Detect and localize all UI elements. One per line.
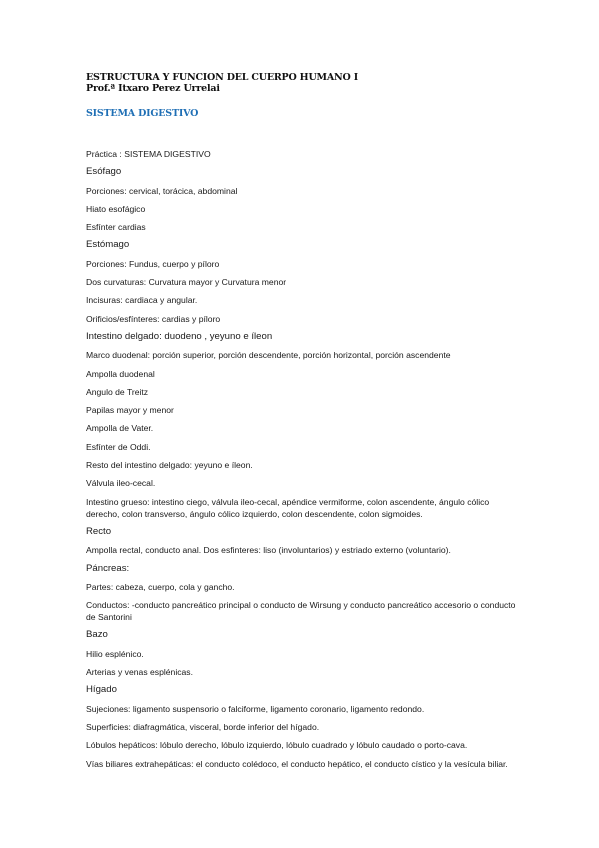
text-paragraph: Conductos: -conducto pancreático principal o conducto de Wirsung y conducto pancreático accesorio o conducto de Santorini <box>86 600 516 623</box>
topic-heading: Recto <box>86 525 112 537</box>
text-line: Ampolla duodenal <box>86 368 155 379</box>
text-line: Porciones: cervical, torácica, abdominal <box>86 185 238 196</box>
text-line: Ampolla rectal, conducto anal. Dos esfinteres: liso (involuntarios) y estriado externo (voluntario). <box>86 545 451 556</box>
topic-heading: Bazo <box>86 629 108 641</box>
text-line: Porciones: Fundus, cuerpo y píloro <box>86 258 220 269</box>
professor-name: Prof.ª Itxaro Perez Urrelai <box>86 83 220 94</box>
text-line: Esfínter de Oddi. <box>86 441 151 452</box>
topic-heading: Intestino delgado: duodeno , yeyuno e íleon <box>86 330 273 342</box>
text-line: Sujeciones: ligamento suspensorio o falciforme, ligamento coronario, ligamento redondo. <box>86 703 425 714</box>
text-line: Papilas mayor y menor <box>86 405 174 416</box>
text-line: Resto del intestino delgado: yeyuno e íleon. <box>86 460 253 471</box>
text-line: Orificios/esfínteres: cardias y píloro <box>86 313 221 324</box>
text-line: Marco duodenal: porción superior, porción descendente, porción horizontal, porción ascendente <box>86 350 451 361</box>
text-line: Lóbulos hepáticos: lóbulo derecho, lóbulo izquierdo, lóbulo cuadrado y lóbulo caudado o porto-cava. <box>86 740 468 751</box>
text-line: Dos curvaturas: Curvatura mayor y Curvatura menor <box>86 277 287 288</box>
topic-heading: Hígado <box>86 684 117 696</box>
topic-heading: Páncreas: <box>86 562 130 574</box>
text-line: Práctica : SISTEMA DIGESTIVO <box>86 149 211 159</box>
document-body <box>86 148 516 776</box>
topic-heading: Esófago <box>86 166 122 178</box>
text-line: Hiato esofágico <box>86 203 146 214</box>
text-line: Partes: cabeza, cuerpo, cola y gancho. <box>86 581 235 592</box>
text-line: Esfínter cardias <box>86 222 146 233</box>
text-line: Arterias y venas esplénicas. <box>86 667 193 678</box>
text-line: Hilio esplénico. <box>86 648 144 659</box>
text-line: Válvula ileo-cecal. <box>86 478 156 489</box>
topic-heading: Estómago <box>86 239 130 251</box>
text-line: Ampolla de Vater. <box>86 423 154 434</box>
text-line: Incisuras: cardiaca y angular. <box>86 295 198 306</box>
text-line: Superficies: diafragmática, visceral, borde inferior del hígado. <box>86 721 320 732</box>
document-title: ESTRUCTURA Y FUNCION DEL CUERPO HUMANO I <box>86 72 358 83</box>
section-heading: SISTEMA DIGESTIVO <box>86 108 199 119</box>
text-paragraph: Vías biliares extrahepáticas: el conducto colédoco, el conducto hepático, el conducto cístico y la vesícula biliar. <box>86 758 508 769</box>
text-line: Angulo de Treitz <box>86 386 149 397</box>
text-paragraph: Intestino grueso: intestino ciego, válvula ileo-cecal, apéndice vermiforme, colon ascendente, ángulo cólico derecho, colon transverso, ángulo cólico izquierdo, colon descendente, colon sigmoides. <box>86 496 490 519</box>
